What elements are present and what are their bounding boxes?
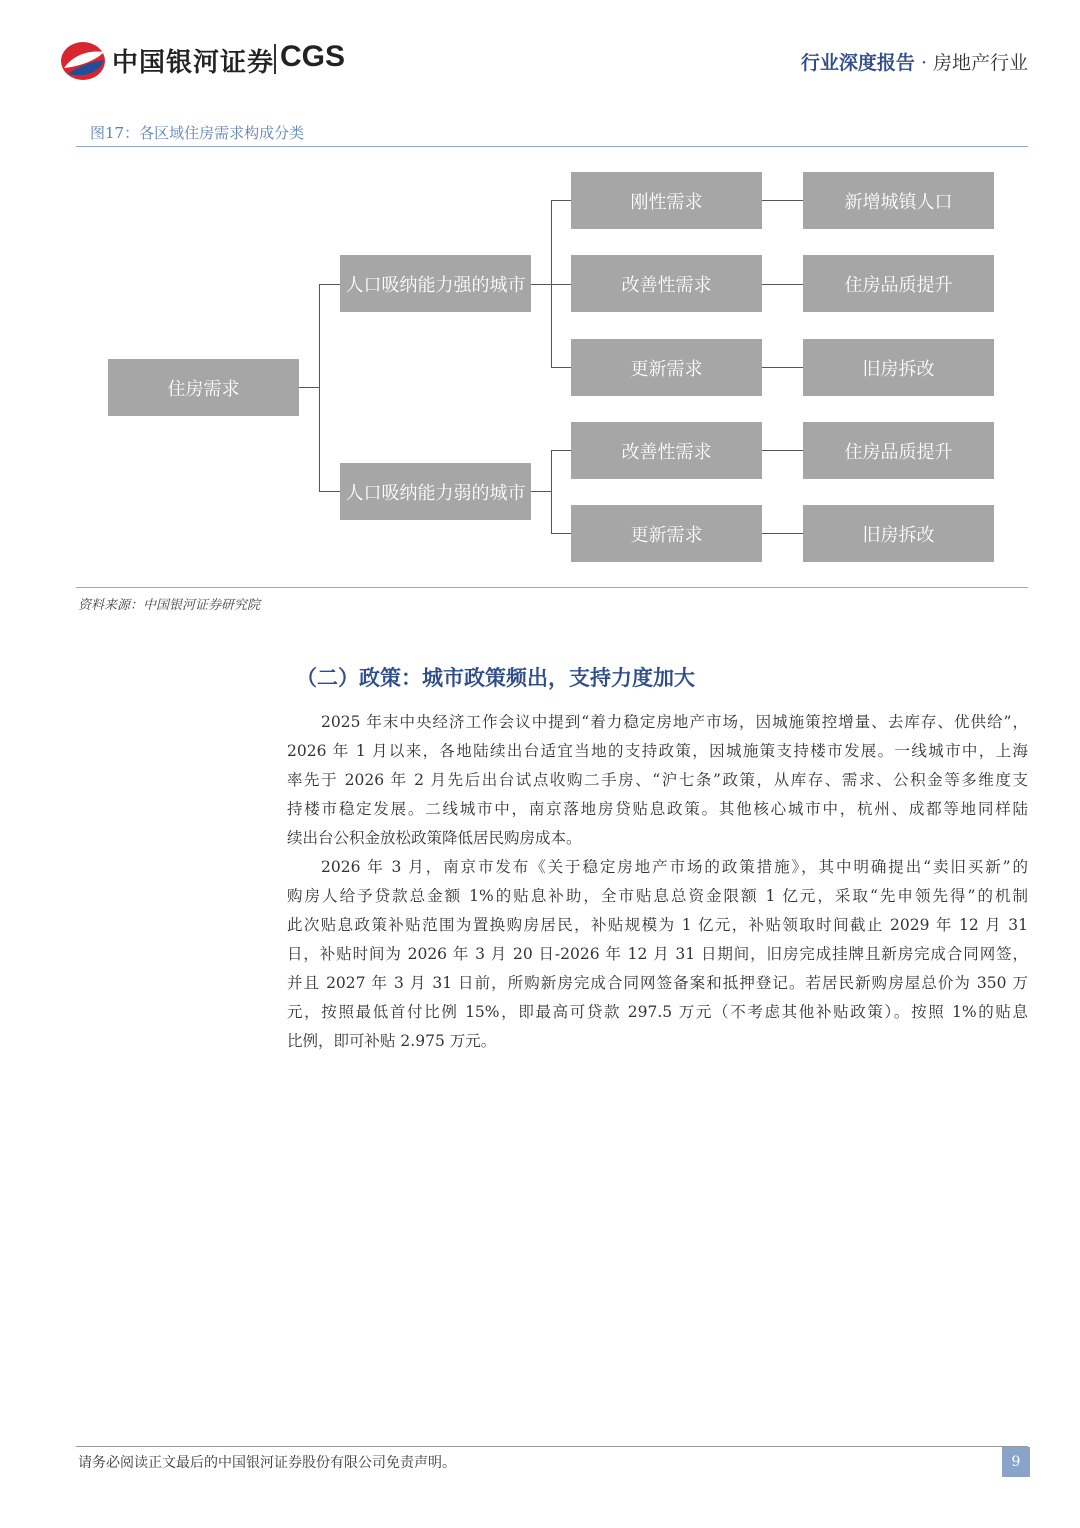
industry-label: 房地产行业	[932, 52, 1028, 74]
connector	[762, 284, 803, 285]
figure-top-rule	[76, 146, 1028, 147]
connector	[319, 491, 340, 492]
text-line: 元，按照最低首付比例 15%，即最高可贷款 297.5 万元（不考虑其他补贴政策）。按照 1%的贴息	[287, 1003, 1028, 1021]
connector	[551, 284, 571, 285]
paragraph-policy-overview	[287, 708, 1028, 853]
report-type-label: 行业深度报告	[800, 52, 915, 74]
connector	[319, 284, 320, 492]
text-line: 2025 年末中央经济工作会议中提到“着力稳定房地产市场，因城施策控增量、去库存、优供给”，	[321, 713, 1028, 731]
connector	[551, 450, 552, 534]
connector	[531, 491, 551, 492]
connector	[762, 533, 803, 534]
figure-source: 资料来源：中国银河证券研究院	[78, 598, 261, 613]
node-demand: 改善性需求	[571, 422, 762, 479]
brand-separator	[274, 44, 276, 74]
section-heading: （二）政策：城市政策频出，支持力度加大	[296, 665, 695, 690]
footer-disclaimer: 请务必阅读正文最后的中国银河证券股份有限公司免责声明。	[78, 1455, 456, 1471]
connector	[551, 450, 571, 451]
connector	[531, 284, 551, 285]
node-weak-city: 人口吸纳能力弱的城市	[340, 463, 531, 520]
text-line: 2026 年 3 月，南京市发布《关于稳定房地产市场的政策措施》，其中明确提出“卖旧买新”的	[321, 858, 1028, 876]
figure-bottom-rule	[76, 587, 1028, 588]
connector	[551, 200, 571, 201]
node-driver: 旧房拆改	[803, 339, 994, 396]
brand-name-en: CGS	[280, 40, 346, 73]
node-demand: 更新需求	[571, 339, 762, 396]
text-line: 持楼市稳定发展。二线城市中，南京落地房贷贴息政策。其他核心城市中，杭州、成都等地同样陆	[287, 800, 1028, 818]
text-line: 2026 年 1 月以来，各地陆续出台适宜当地的支持政策，因城施策支持楼市发展。一线城市中，上海	[287, 742, 1028, 760]
node-driver: 住房品质提升	[803, 255, 994, 312]
brand-name-cn: 中国银河证券	[112, 48, 275, 78]
report-category	[801, 48, 1028, 75]
text-line: 率先于 2026 年 2 月先后出台试点收购二手房、“沪七条”政策，从库存、需求、公积金等多维度支	[287, 771, 1028, 789]
page-number: 9	[1002, 1447, 1030, 1477]
footer-rule	[76, 1446, 1028, 1447]
text-line: 此次贴息政策补贴范围为置换购房居民，补贴规模为 1 亿元，补贴领取时间截止 2029 年 12 月 31	[287, 916, 1028, 934]
text-line: 日，补贴时间为 2026 年 3 月 20 日-2026 年 12 月 31 日期间，旧房完成挂牌且新房完成合同网签，	[287, 945, 1028, 963]
company-logo	[60, 40, 360, 82]
paragraph-nanjing-policy	[287, 853, 1028, 1056]
connector	[299, 387, 320, 388]
connector	[762, 367, 803, 368]
node-driver: 住房品质提升	[803, 422, 994, 479]
node-demand: 改善性需求	[571, 255, 762, 312]
connector	[551, 533, 571, 534]
text-line: 续出台公积金放松政策降低居民购房成本。	[287, 829, 582, 847]
node-demand: 更新需求	[571, 505, 762, 562]
node-root: 住房需求	[108, 359, 299, 416]
connector	[762, 200, 803, 201]
connector	[762, 450, 803, 451]
text-line: 并且 2027 年 3 月 31 日前，所购新房完成合同网签备案和抵押登记。若居民新购房屋总价为 350 万	[287, 974, 1028, 992]
text-line: 购房人给予贷款总金额 1%的贴息补助，全市贴息总资金限额 1 亿元，采取“先申领先得”的机制	[287, 887, 1028, 905]
separator-dot: ·	[920, 52, 927, 74]
cgs-logo-icon	[60, 40, 106, 82]
node-strong-city: 人口吸纳能力强的城市	[340, 255, 531, 312]
node-driver: 新增城镇人口	[803, 172, 994, 229]
connector	[551, 367, 571, 368]
connector	[319, 284, 340, 285]
figure-caption: 图17：各区域住房需求构成分类	[90, 124, 305, 142]
node-driver: 旧房拆改	[803, 505, 994, 562]
node-demand: 刚性需求	[571, 172, 762, 229]
text-line: 比例，即可补贴 2.975 万元。	[287, 1032, 497, 1050]
